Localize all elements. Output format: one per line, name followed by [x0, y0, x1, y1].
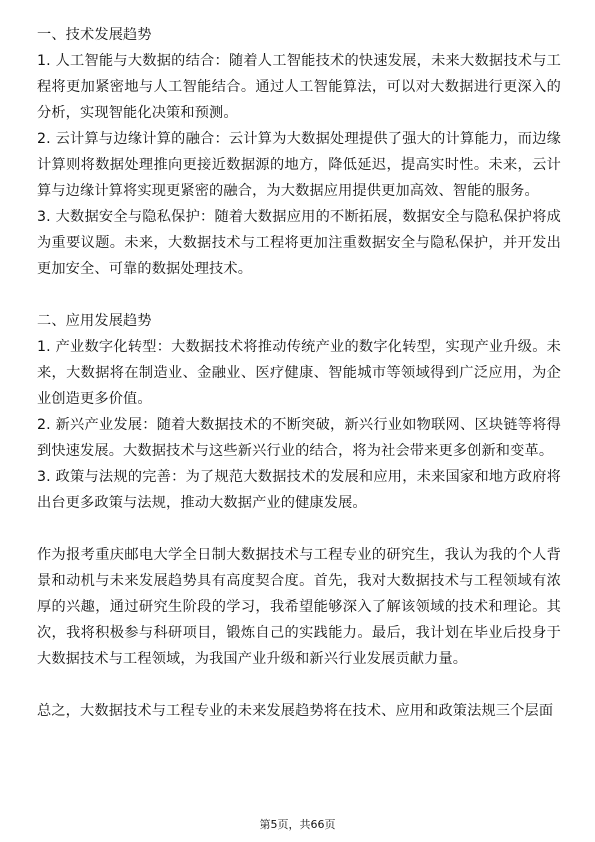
section-heading-application: 二、应用发展趋势: [37, 313, 152, 329]
paragraph-motivation: 作为报考重庆邮电大学全日制大数据技术与工程专业的研究生，我认为我的个人背景和动机与未来发展趋势具有高度契合度。首先，我对大数据技术与工程领域有浓厚的兴趣，通过研究生阶段的学习，我希望能够深入了解该领域的技术和理论。其次，我将积极参与科研项目，锻炼自己的实践能力。最后，我计划在毕业后投身于大数据技术与工程领域，为我国产业升级和新兴行业发展贡献力量。: [37, 547, 561, 667]
section-spacer: [37, 516, 561, 542]
list-item-app-3: 3. 政策与法规的完善：为了规范大数据技术的发展和应用，未来国家和地方政府将出台更多政策与法规，推动大数据产业的健康发展。: [37, 469, 561, 511]
page-number-footer: 第5页，共66页: [259, 818, 336, 831]
document-body: [37, 22, 561, 724]
paragraph-conclusion: 总之，大数据技术与工程专业的未来发展趋势将在技术、应用和政策法规三个层面: [37, 703, 554, 719]
list-item-app-1: 1. 产业数字化转型：大数据技术将推动传统产业的数字化转型，实现产业升级。未来，大数据将在制造业、金融业、医疗健康、智能城市等领域得到广泛应用，为企业创造更多价值。: [37, 339, 561, 407]
section-spacer: [37, 672, 561, 698]
list-item-tech-2: 2. 云计算与边缘计算的融合：云计算为大数据处理提供了强大的计算能力，而边缘计算则将数据处理推向更接近数据源的地方，降低延迟，提高实时性。未来，云计算与边缘计算将实现更紧密的融合，为大数据应用提供更加高效、智能的服务。: [37, 131, 561, 199]
list-item-app-2: 2. 新兴产业发展：随着大数据技术的不断突破，新兴行业如物联网、区块链等将得到快速发展。大数据技术与这些新兴行业的结合，将为社会带来更多创新和变革。: [37, 417, 561, 459]
section-heading-tech: 一、技术发展趋势: [37, 27, 152, 43]
section-spacer: [37, 282, 561, 308]
list-item-tech-3: 3. 大数据安全与隐私保护：随着大数据应用的不断拓展，数据安全与隐私保护将成为重要议题。未来，大数据技术与工程将更加注重数据安全与隐私保护，并开发出更加安全、可靠的数据处理技术。: [37, 209, 561, 277]
list-item-tech-1: 1. 人工智能与大数据的结合：随着人工智能技术的快速发展，未来大数据技术与工程将更加紧密地与人工智能结合。通过人工智能算法，可以对大数据进行更深入的分析，实现智能化决策和预测。: [37, 53, 561, 121]
